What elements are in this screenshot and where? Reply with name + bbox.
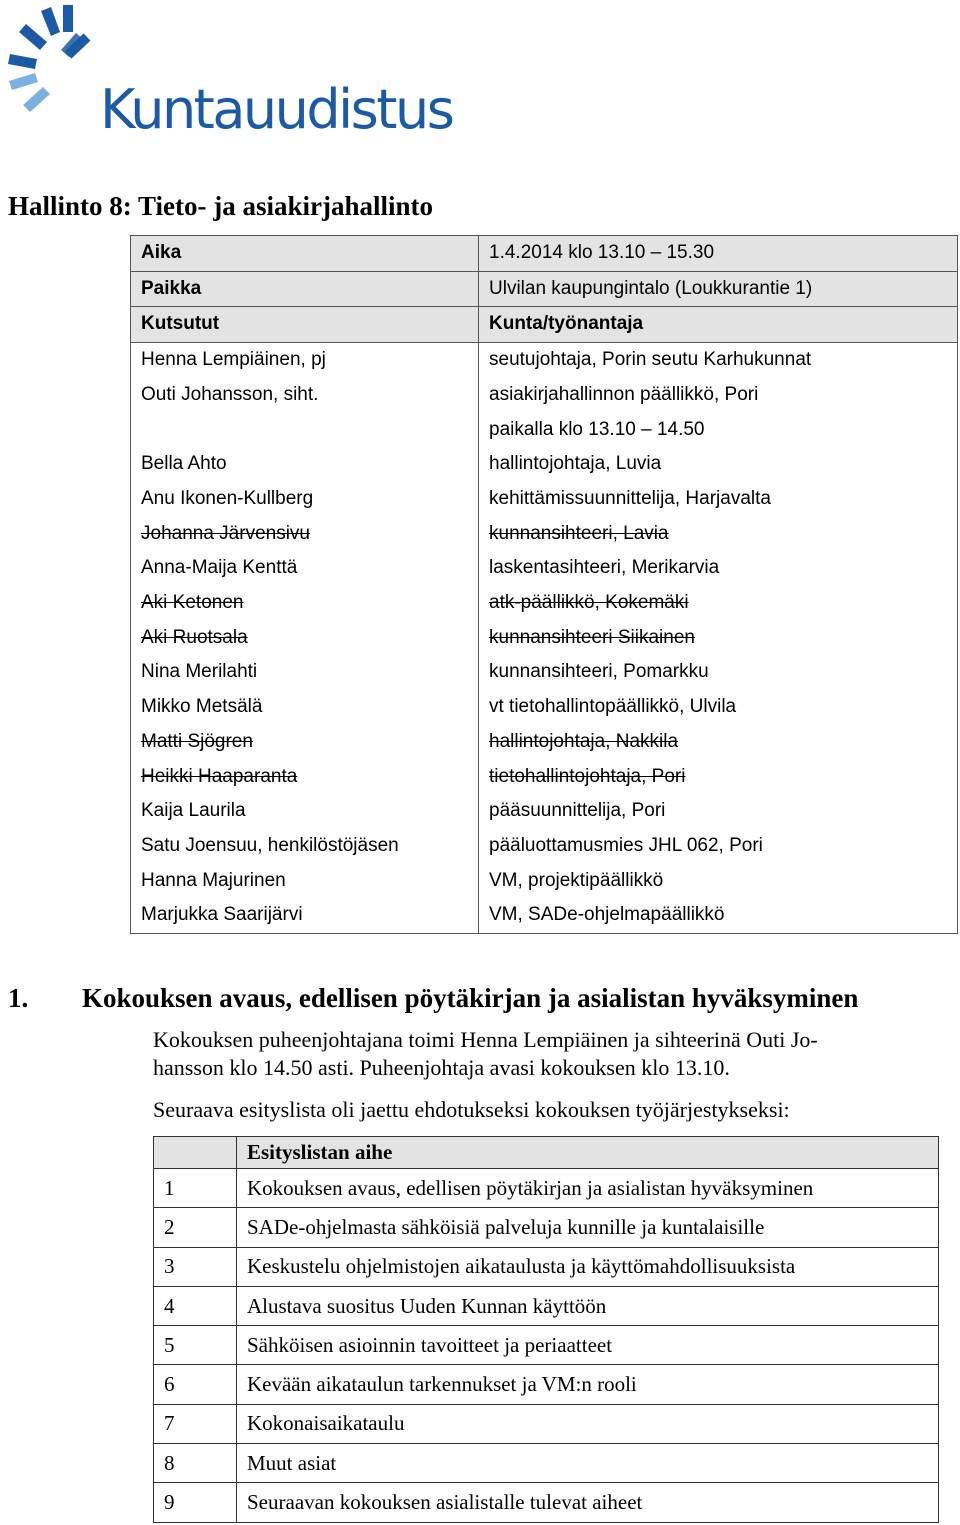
agenda-row — [154, 1365, 939, 1404]
agenda-header-row — [154, 1137, 939, 1169]
attendee-name: Anu Ikonen-Kullberg — [131, 482, 479, 517]
attendee-name: Henna Lempiäinen, pj — [131, 343, 479, 378]
attendee-role: VM, SADe-ohjelmapäällikkö — [479, 898, 958, 933]
attendee-role: tietohallintojohtaja, Pori — [479, 760, 958, 795]
attendee-role: kunnansihteeri Siikainen — [479, 621, 958, 656]
agenda-item-number: 2 — [154, 1208, 237, 1247]
agenda-item-number: 1 — [154, 1169, 237, 1208]
time-row — [131, 236, 958, 272]
attendee-name: Mikko Metsälä — [131, 690, 479, 725]
attendee-row — [131, 517, 958, 552]
attendee-role-text: asiakirjahallinnon päällikkö, Pori — [489, 383, 759, 405]
agenda-item-topic: Kokouksen avaus, edellisen pöytäkirjan ja asialistan hyväksyminen — [237, 1169, 939, 1208]
document-title: Hallinto 8: Tieto- ja asiakirjahallinto — [8, 191, 434, 221]
attendee-role: atk-päällikkö, Kokemäki — [479, 586, 958, 621]
section-1-number: 1. — [8, 983, 29, 1013]
attendee-role: hallintojohtaja, Nakkila — [479, 725, 958, 760]
agenda-row — [154, 1169, 939, 1208]
agenda-item-topic: SADe-ohjelmasta sähköisiä palveluja kunnille ja kuntalaisille — [237, 1208, 939, 1247]
agenda-item-topic: Kevään aikataulun tarkennukset ja VM:n rooli — [237, 1365, 939, 1404]
section-1-title: Kokouksen avaus, edellisen pöytäkirjan ja asialistan hyväksyminen — [82, 983, 859, 1013]
attendees-header-row — [131, 307, 958, 343]
sunburst-logo-icon — [4, 2, 94, 142]
agenda-row — [154, 1247, 939, 1286]
agenda-intro: Seuraava esityslista oli jaettu ehdotukseksi kokouksen työjärjestykseksi: — [153, 1097, 790, 1122]
agenda-item-topic: Seuraavan kokouksen asialistalle tulevat aiheet — [237, 1483, 939, 1522]
agenda-row — [154, 1404, 939, 1443]
agenda-row — [154, 1286, 939, 1325]
attendee-role: seutujohtaja, Porin seutu Karhukunnat — [479, 343, 958, 378]
attendee-row — [131, 447, 958, 482]
agenda-item-topic: Muut asiat — [237, 1444, 939, 1483]
attendee-role — [479, 378, 958, 447]
attendee-row — [131, 378, 958, 447]
attendee-row — [131, 829, 958, 864]
agenda-item-topic: Kokonaisaikataulu — [237, 1404, 939, 1443]
agenda-row — [154, 1444, 939, 1483]
agenda-item-number: 3 — [154, 1247, 237, 1286]
attendee-name: Aki Ketonen — [131, 586, 479, 621]
attendee-role: kehittämissuunnittelija, Harjavalta — [479, 482, 958, 517]
attendee-row — [131, 760, 958, 795]
time-label: Aika — [131, 236, 479, 272]
attendee-row — [131, 482, 958, 517]
attendee-role: kunnansihteeri, Lavia — [479, 517, 958, 552]
agenda-item-topic: Alustava suositus Uuden Kunnan käyttöön — [237, 1286, 939, 1325]
attendees-header-role: Kunta/työnantaja — [479, 307, 958, 343]
attendee-name: Satu Joensuu, henkilöstöjäsen — [131, 829, 479, 864]
attendee-role: laskentasihteeri, Merikarvia — [479, 551, 958, 586]
logo — [4, 2, 454, 142]
attendee-name: Johanna Järvensivu — [131, 517, 479, 552]
meeting-info-table — [130, 235, 958, 934]
section-1-paragraph — [153, 1026, 913, 1082]
attendee-role: vt tietohallintopäällikkö, Ulvila — [479, 690, 958, 725]
attendees-header-name: Kutsutut — [131, 307, 479, 343]
attendee-role: VM, projektipäällikkö — [479, 864, 958, 899]
section-1-paragraph-line-2: hansson klo 14.50 asti. Puheenjohtaja avasi kokouksen klo 13.10. — [153, 1055, 730, 1080]
attendee-row — [131, 898, 958, 933]
agenda-header-topic: Esityslistan aihe — [237, 1137, 939, 1169]
attendee-row — [131, 794, 958, 829]
attendee-name: Nina Merilahti — [131, 655, 479, 690]
agenda-item-number: 7 — [154, 1404, 237, 1443]
attendee-name: Kaija Laurila — [131, 794, 479, 829]
attendee-name: Matti Sjögren — [131, 725, 479, 760]
attendee-note: paikalla klo 13.10 – 14.50 — [489, 418, 705, 440]
attendee-name: Bella Ahto — [131, 447, 479, 482]
attendee-name: Outi Johansson, siht. — [131, 378, 479, 447]
agenda-item-number: 4 — [154, 1286, 237, 1325]
attendee-role: pääsuunnittelija, Pori — [479, 794, 958, 829]
attendee-row — [131, 864, 958, 899]
agenda-row — [154, 1483, 939, 1522]
agenda-item-number: 9 — [154, 1483, 237, 1522]
attendee-row — [131, 343, 958, 378]
attendee-name: Aki Ruotsala — [131, 621, 479, 656]
attendee-row — [131, 621, 958, 656]
attendee-role: hallintojohtaja, Luvia — [479, 447, 958, 482]
section-1-heading — [8, 982, 948, 1014]
section-1-paragraph-line-1: Kokouksen puheenjohtajana toimi Henna Lempiäinen ja sihteerinä Outi Jo- — [153, 1027, 818, 1052]
attendee-row — [131, 725, 958, 760]
attendee-row — [131, 655, 958, 690]
attendee-name: Hanna Majurinen — [131, 864, 479, 899]
logo-wordmark: Kuntauudistus — [100, 78, 453, 141]
agenda-row — [154, 1326, 939, 1365]
agenda-item-number: 5 — [154, 1326, 237, 1365]
agenda-item-number: 8 — [154, 1444, 237, 1483]
attendee-row — [131, 551, 958, 586]
time-value: 1.4.2014 klo 13.10 – 15.30 — [479, 236, 958, 272]
attendee-name: Heikki Haaparanta — [131, 760, 479, 795]
place-row — [131, 271, 958, 307]
attendee-row — [131, 690, 958, 725]
agenda-row — [154, 1208, 939, 1247]
attendee-name: Marjukka Saarijärvi — [131, 898, 479, 933]
place-label: Paikka — [131, 271, 479, 307]
agenda-item-number: 6 — [154, 1365, 237, 1404]
agenda-item-topic: Sähköisen asioinnin tavoitteet ja periaatteet — [237, 1326, 939, 1365]
attendee-row — [131, 586, 958, 621]
attendee-role: kunnansihteeri, Pomarkku — [479, 655, 958, 690]
attendee-name: Anna-Maija Kenttä — [131, 551, 479, 586]
attendee-role: pääluottamusmies JHL 062, Pori — [479, 829, 958, 864]
agenda-table — [153, 1136, 939, 1523]
agenda-item-topic: Keskustelu ohjelmistojen aikataulusta ja käyttömahdollisuuksista — [237, 1247, 939, 1286]
place-value: Ulvilan kaupungintalo (Loukkurantie 1) — [479, 271, 958, 307]
agenda-header-num — [154, 1137, 237, 1169]
